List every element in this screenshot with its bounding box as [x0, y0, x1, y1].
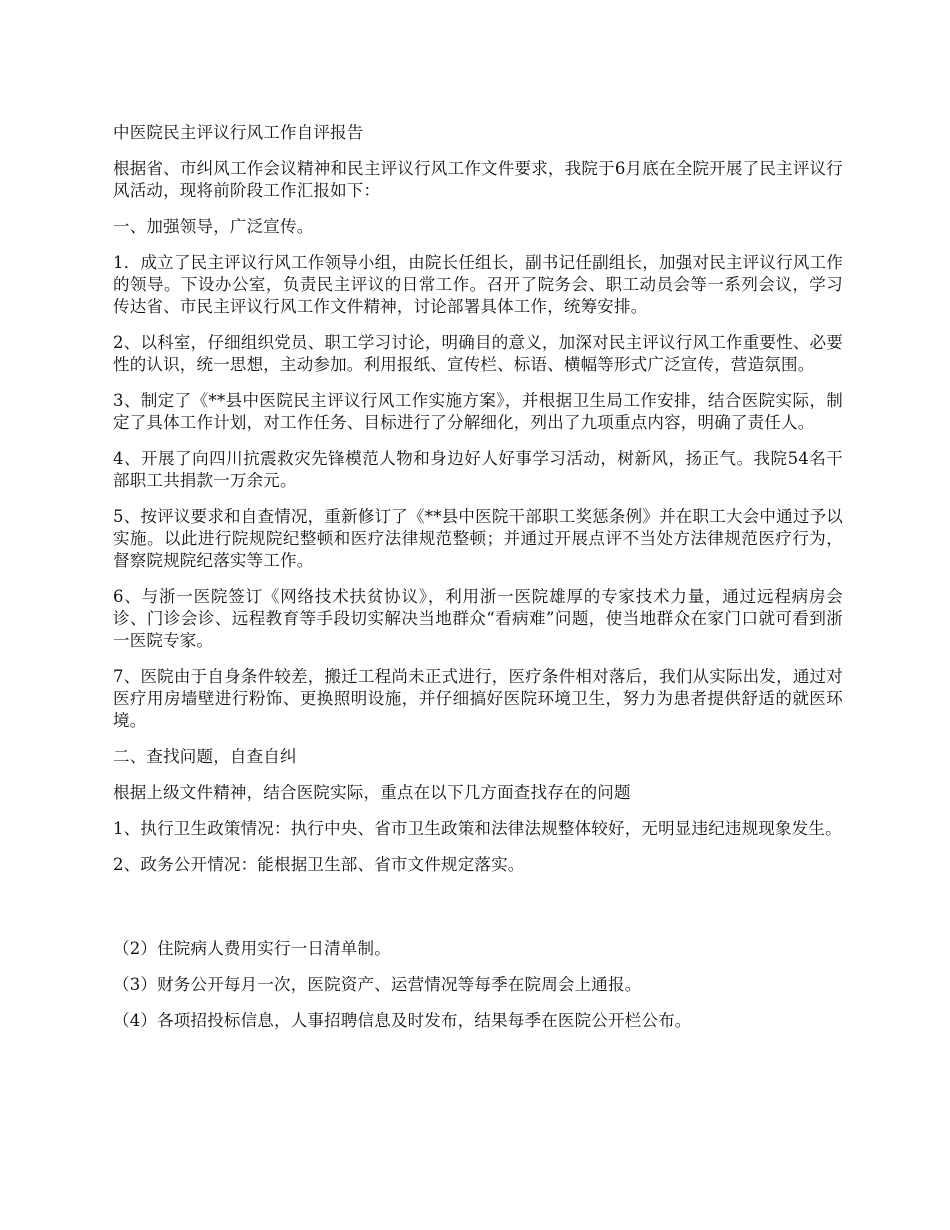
sub-item-2: （2）住院病人费用实行一日清单制。: [113, 939, 391, 958]
check-item-1: 1、执行卫生政策情况：执行中央、省市卫生政策和法律法规整体较好，无明显违纪违规现象发生。: [113, 819, 842, 838]
paragraph-item-2: 2、以科室，仔细组织党员、职工学习讨论，明确目的意义，加深对民主评议行风工作重要性、必要性的认识，统一思想，主动参加。利用报纸、宣传栏、标语、横幅等形式广泛宣传，营造氛围。: [113, 333, 843, 374]
paragraph-item-6: 6、与浙一医院签订《网络技术扶贫协议》，利用浙一医院雄厚的专家技术力量，通过远程病房会诊、门诊会诊、远程教育等手段切实解决当地群众“看病难”问题，使当地群众在家门口就可看到浙一医院专家。: [113, 587, 843, 650]
section-intro: 根据上级文件精神，结合医院实际，重点在以下几方面查找存在的问题: [113, 783, 631, 802]
section-heading-1: 一、加强领导，广泛宣传。: [113, 217, 314, 236]
paragraph-item-7: 7、医院由于自身条件较差，搬迁工程尚未正式进行，医疗条件相对落后，我们从实际出发，通过对医疗用房墙壁进行粉饰、更换照明设施，并仔细搞好医院环境卫生，努力为患者提供舒适的就医环境。: [113, 667, 843, 730]
paragraph-item-4: 4、开展了向四川抗震救灾先锋模范人物和身边好人好事学习活动，树新风，扬正气。我院54名干部职工共捐款一万余元。: [113, 449, 843, 490]
sub-item-3: （3）财务公开每月一次，医院资产、运营情况等每季在院周会上通报。: [113, 975, 642, 994]
section-heading-2: 二、查找问题，自查自纠: [113, 747, 297, 766]
paragraph-item-5: 5、按评议要求和自查情况，重新修订了《**县中医院干部职工奖惩条例》并在职工大会中通过予以实施。以此进行院规院纪整顿和医疗法律规范整顿；并通过开展点评不当处方法律规范医疗行为，督察院规院纪落实等工作。: [113, 507, 843, 570]
document-page: [113, 122, 843, 1046]
paragraph-item-1: 1．成立了民主评议行风工作领导小组，由院长任组长，副书记任副组长，加强对民主评议行风工作的领导。下设办公室，负责民主评议的日常工作。召开了院务会、职工动员会等一系列会议，学习传达省、市民主评议行风工作文件精神，讨论部署具体工作，统筹安排。: [113, 253, 843, 316]
sub-item-4: （4）各项招投标信息，人事招聘信息及时发布，结果每季在医院公开栏公布。: [113, 1011, 692, 1030]
blank-gap: [113, 890, 843, 938]
document-title: 中医院民主评议行风工作自评报告: [113, 123, 364, 142]
check-item-2: 2、政务公开情况：能根据卫生部、省市文件规定落实。: [113, 855, 525, 874]
intro-paragraph: 根据省、市纠风工作会议精神和民主评议行风工作文件要求，我院于6月底在全院开展了民主评议行风活动，现将前阶段工作汇报如下：: [113, 159, 843, 200]
paragraph-item-3: 3、制定了《**县中医院民主评议行风工作实施方案》，并根据卫生局工作安排，结合医院实际，制定了具体工作计划，对工作任务、目标进行了分解细化，列出了九项重点内容，明确了责任人。: [113, 391, 843, 432]
